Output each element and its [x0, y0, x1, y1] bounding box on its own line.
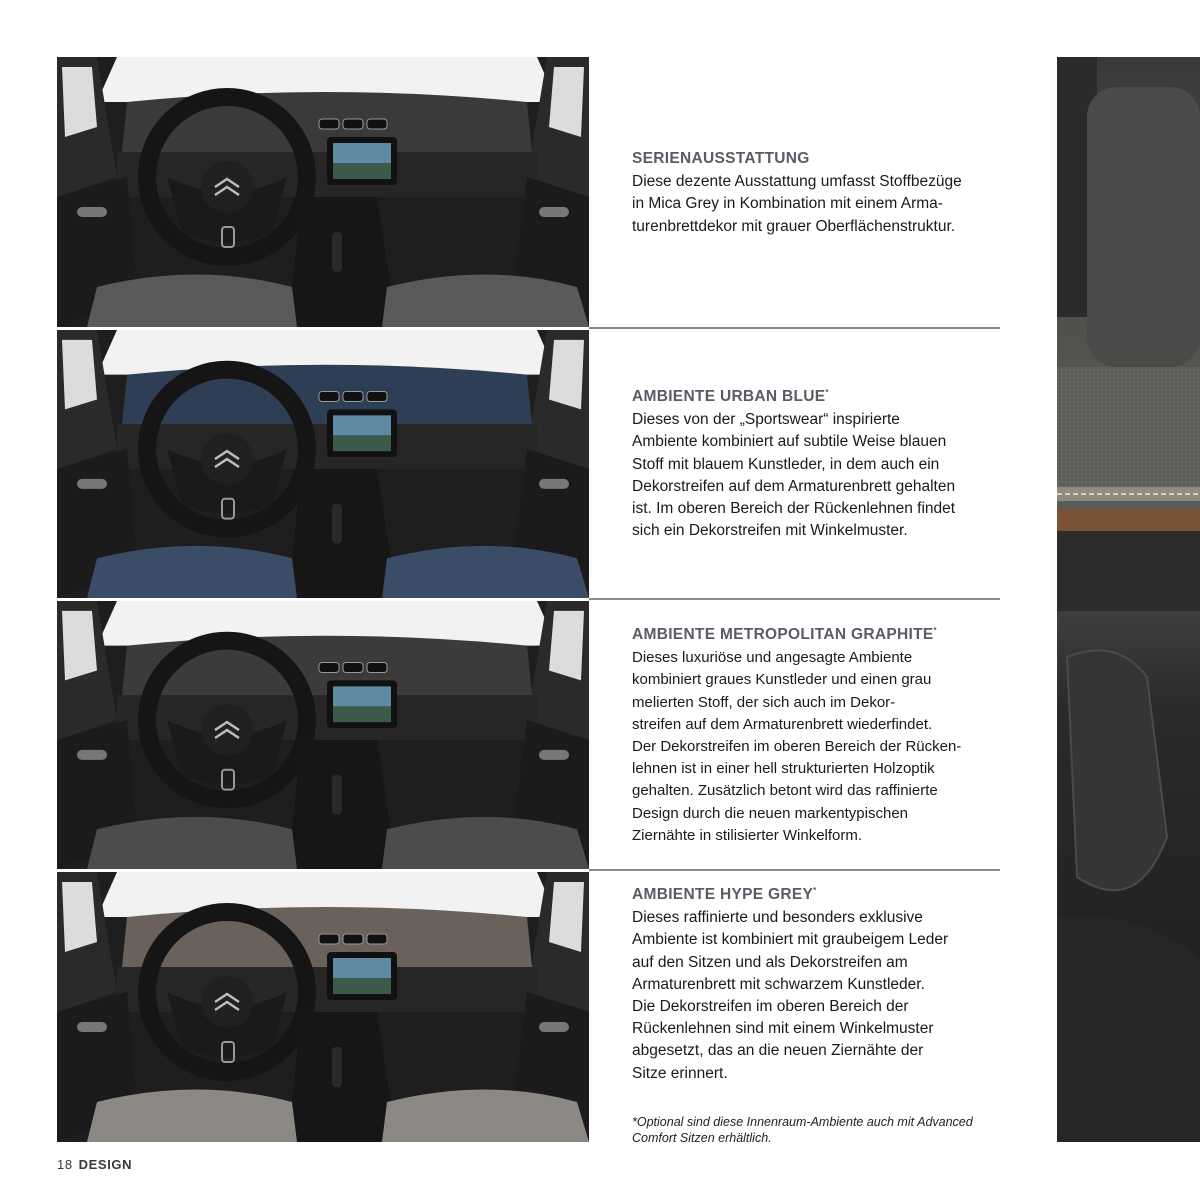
- footnote: *Optional sind diese Innenraum-Ambiente auch mit Advanced Comfort Sitzen erhältlich.: [632, 1115, 973, 1145]
- section-urban-blue: [632, 388, 1002, 542]
- section-body: Dieses raffinierte und besonders exklusive Ambiente ist kombiniert mit graubeigem Leder auf den Sitzen und als Dekorstreifen am Armaturenbrett mit schwarzem Kunstleder. Die Dekorstreifen im oberen Bereich der Rückenlehnen sind mit einem Winkelmuster abgesetzt, das an die neuen Ziernähte der Sitze erinnert.: [632, 909, 949, 1082]
- section-body: Dieses luxuriöse und angesagte Ambiente kombiniert graues Kunstleder und einen grau melierten Stoff, der sich auch im Dekor- streifen auf dem Armaturenbrett wiederfindet. Der Dekorstreifen im oberen Bereich der Rücken- lehnen ist in einer hell strukturierten Holzoptik gehalten. Zusätzlich betont wird das raffinierte Design durch die neuen markentypischen Ziernähte in stilisierter Winkelform.: [632, 649, 962, 844]
- section-heading: AMBIENTE HYPE GREY*: [632, 886, 817, 904]
- interior-photo-serienausstattung: [57, 57, 589, 327]
- section-metropolitan-graphite: [632, 626, 1002, 847]
- section-body: Dieses von der „Sportswear“ inspirierte Ambiente kombiniert auf subtile Weise blauen Stoff mit blauem Kunstleder, in dem auch ein Dekorstreifen auf dem Armaturenbrett gehalten ist. Im oberen Bereich der Rückenlehnen findet sich ein Dekorstreifen mit Winkelmuster.: [632, 411, 956, 540]
- section-body: Diese dezente Ausstattung umfasst Stoffbezüge in Mica Grey in Kombination mit einem Arma- turenbrettdekor mit grauer Oberflächenstruktur.: [632, 173, 962, 235]
- interior-photo-hype-grey: [57, 872, 589, 1142]
- section-heading: SERIENAUSSTATTUNG: [632, 150, 810, 168]
- page-folio: [57, 1157, 132, 1172]
- seat-detail-photo: [1057, 57, 1200, 1142]
- section-divider: [589, 598, 1000, 600]
- section-divider: [589, 327, 1000, 329]
- section-hype-grey: [632, 886, 1002, 1085]
- interior-photo-metropolitan-graphite: [57, 601, 589, 869]
- section-serienausstattung: [632, 150, 1002, 238]
- section-heading: AMBIENTE URBAN BLUE*: [632, 388, 829, 406]
- section-heading: AMBIENTE METROPOLITAN GRAPHITE*: [632, 626, 937, 644]
- section-divider: [589, 869, 1000, 871]
- section-label: DESIGN: [78, 1157, 133, 1172]
- interior-photo-urban-blue: [57, 330, 589, 598]
- page-number: 18: [57, 1157, 73, 1172]
